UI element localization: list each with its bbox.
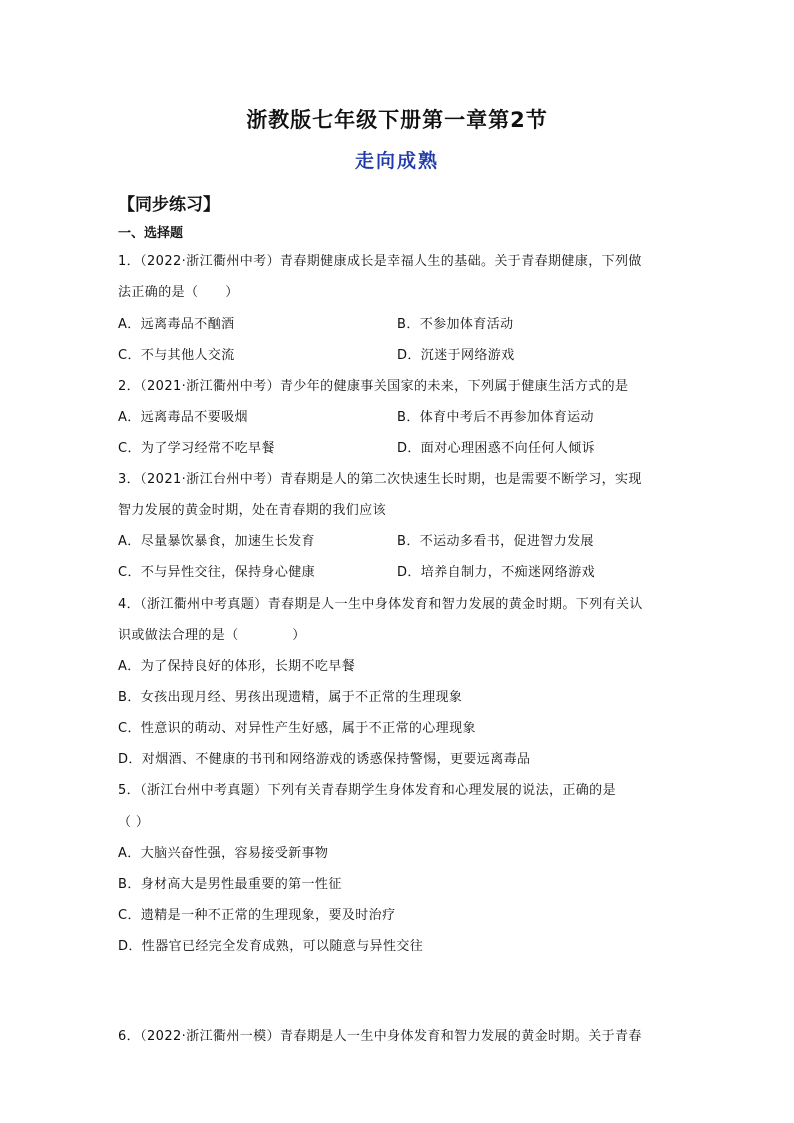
question-5-option-d: D．性器官已经完全发育成熟，可以随意与异性交往: [118, 939, 424, 954]
question-4-stem-line-2: 识或做法合理的是（ ）: [118, 628, 306, 643]
question-5-option-b: B．身材高大是男性最重要的第一性征: [118, 877, 342, 892]
question-1-stem-line-1: 1．（2022·浙江衢州中考）青春期健康成长是幸福人生的基础。关于青春期健康，下列做: [118, 254, 642, 269]
question-2-option-a: A．远离毒品不要吸烟: [118, 410, 248, 425]
question-3-stem-line-1: 3．（2021·浙江台州中考）青春期是人的第二次快速生长时期，也是需要不断学习，实现: [118, 472, 642, 487]
question-5-option-c: C．遗精是一种不正常的生理现象，要及时治疗: [118, 908, 396, 923]
question-1-option-c: C．不与其他人交流: [118, 348, 235, 363]
question-3-option-a: A．尽量暴饮暴食，加速生长发育: [118, 534, 315, 549]
question-2-stem-line-1: 2．（2021·浙江衢州中考）青少年的健康事关国家的未来，下列属于健康生活方式的是: [118, 379, 629, 394]
question-4-option-a: A．为了保持良好的体形，长期不吃早餐: [118, 659, 356, 674]
page-title: 浙教版七年级下册第一章第2节: [246, 108, 548, 132]
subsection-heading: 一、选择题: [118, 226, 184, 241]
question-3-option-b: B．不运动多看书，促进智力发展: [397, 534, 594, 549]
question-1-option-b: B．不参加体育活动: [397, 317, 514, 332]
question-3-stem-line-2: 智力发展的黄金时期，处在青春期的我们应该: [118, 503, 387, 518]
question-5-stem-line-2: （ ）: [118, 815, 150, 830]
question-4-stem-line-1: 4．（浙江衢州中考真题）青春期是人一生中身体发育和智力发展的黄金时期。下列有关认: [118, 597, 643, 612]
question-5-option-a: A．大脑兴奋性强，容易接受新事物: [118, 846, 329, 861]
question-4-option-b: B．女孩出现月经、男孩出现遗精，属于不正常的生理现象: [118, 690, 463, 705]
question-1-option-a: A．远离毒品不酗酒: [118, 317, 235, 332]
section-heading: 【同步练习】: [118, 195, 220, 215]
question-2-option-d: D．面对心理困惑不向任何人倾诉: [397, 441, 596, 456]
question-1-option-d: D．沉迷于网络游戏: [397, 348, 515, 363]
question-2-option-c: C．为了学习经常不吃早餐: [118, 441, 275, 456]
question-3-option-c: C．不与异性交往，保持身心健康: [118, 565, 316, 580]
question-6-stem-line-1: 6．（2022·浙江衢州一模）青春期是人一生中身体发育和智力发展的黄金时期。关于青春: [118, 1029, 642, 1044]
question-5-stem-line-1: 5．（浙江台州中考真题）下列有关青春期学生身体发育和心理发展的说法，正确的是: [118, 783, 616, 798]
question-1-stem-line-2: 法正确的是（ ）: [118, 285, 239, 300]
page-subtitle: 走向成熟: [354, 150, 439, 172]
question-3-option-d: D．培养自制力，不痴迷网络游戏: [397, 565, 596, 580]
question-4-option-c: C．性意识的萌动、对异性产生好感，属于不正常的心理现象: [118, 721, 476, 736]
question-2-option-b: B．体育中考后不再参加体育运动: [397, 410, 594, 425]
question-4-option-d: D．对烟酒、不健康的书刊和网络游戏的诱惑保持警惕，更要远离毒品: [118, 752, 531, 767]
